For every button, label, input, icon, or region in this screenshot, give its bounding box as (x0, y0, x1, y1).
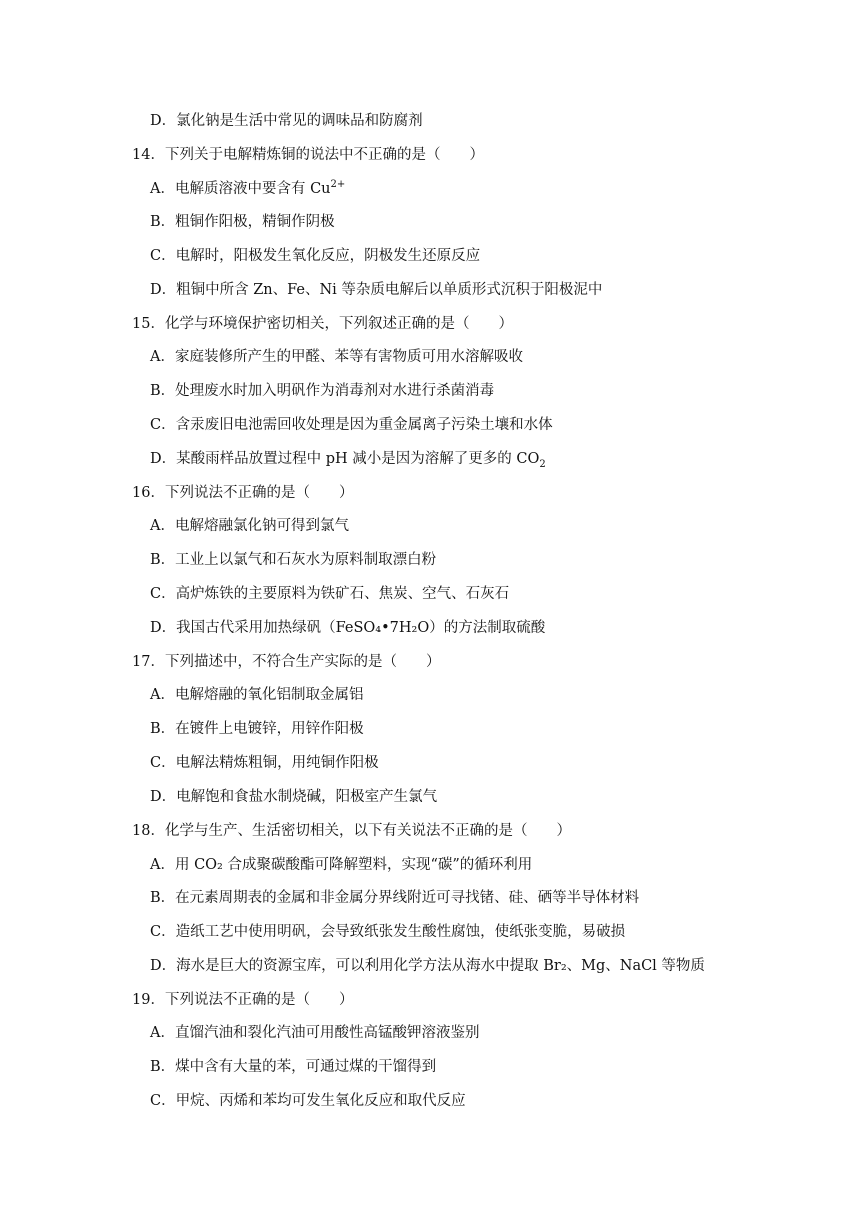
option-line: C．造纸工艺中使用明矾，会导致纸张发生酸性腐蚀，使纸张变脆，易破损 (150, 924, 626, 940)
question-line: 17．下列描述中，不符合生产实际的是（ ） (132, 654, 441, 670)
option-text: D．某酸雨样品放置过程中 pH 减小是因为溶解了更多的 CO (150, 451, 540, 467)
question-line: 18．化学与生产、生活密切相关，以下有关说法不正确的是（ ） (132, 823, 571, 839)
option-line: B．粗铜作阳极，精铜作阴极 (150, 214, 335, 230)
option-line: D．氯化钠是生活中常见的调味品和防腐剂 (150, 113, 423, 129)
option-line: D．海水是巨大的资源宝库，可以利用化学方法从海水中提取 Br₂、Mg、NaCl 等物质 (150, 958, 705, 974)
option-line: B．在镀件上电镀锌，用锌作阳极 (150, 721, 364, 737)
question-line: 16．下列说法不正确的是（ ） (132, 485, 354, 501)
option-line: D．我国古代采用加热绿矾（FeSO₄•7H₂O）的方法制取硫酸 (150, 620, 546, 636)
option-line: B．在元素周期表的金属和非金属分界线附近可寻找锗、硅、硒等半导体材料 (150, 890, 640, 906)
option-line: A．家庭装修所产生的甲醛、苯等有害物质可用水溶解吸收 (150, 349, 523, 365)
option-line: C．电解时，阳极发生氧化反应，阴极发生还原反应 (150, 248, 481, 264)
question-line: 19．下列说法不正确的是（ ） (132, 992, 354, 1008)
option-line (150, 179, 345, 199)
option-line: A．用 CO₂ 合成聚碳酸酯可降解塑料，实现“碳”的循环利用 (150, 857, 533, 873)
option-text: A．电解质溶液中要含有 Cu (150, 181, 331, 197)
option-line: D．电解饱和食盐水制烧碱，阳极室产生氯气 (150, 789, 438, 805)
option-line (150, 449, 546, 469)
superscript: 2+ (330, 179, 346, 191)
option-line: A．电解熔融的氧化铝制取金属铝 (150, 687, 364, 703)
option-line: C．高炉炼铁的主要原料为铁矿石、焦炭、空气、石灰石 (150, 586, 510, 602)
question-line: 15．化学与环境保护密切相关，下列叙述正确的是（ ） (132, 316, 513, 332)
option-line: C．含汞废旧电池需回收处理是因为重金属离子污染土壤和水体 (150, 417, 553, 433)
option-line: B．工业上以氯气和石灰水为原料制取漂白粉 (150, 552, 437, 568)
question-line: 14．下列关于电解精炼铜的说法中不正确的是（ ） (132, 147, 484, 163)
option-line: A．电解熔融氯化钠可得到氯气 (150, 518, 349, 534)
option-line: C．电解法精炼粗铜，用纯铜作阳极 (150, 755, 379, 771)
option-line: B．煤中含有大量的苯，可通过煤的干馏得到 (150, 1059, 437, 1075)
option-line: A．直馏汽油和裂化汽油可用酸性高锰酸钾溶液鉴别 (150, 1025, 480, 1041)
option-line: C．甲烷、丙烯和苯均可发生氧化反应和取代反应 (150, 1093, 466, 1109)
option-line: D．粗铜中所含 Zn、Fe、Ni 等杂质电解后以单质形式沉积于阳极泥中 (150, 282, 603, 298)
subscript: 2 (539, 458, 546, 470)
option-line: B．处理废水时加入明矾作为消毒剂对水进行杀菌消毒 (150, 383, 495, 399)
